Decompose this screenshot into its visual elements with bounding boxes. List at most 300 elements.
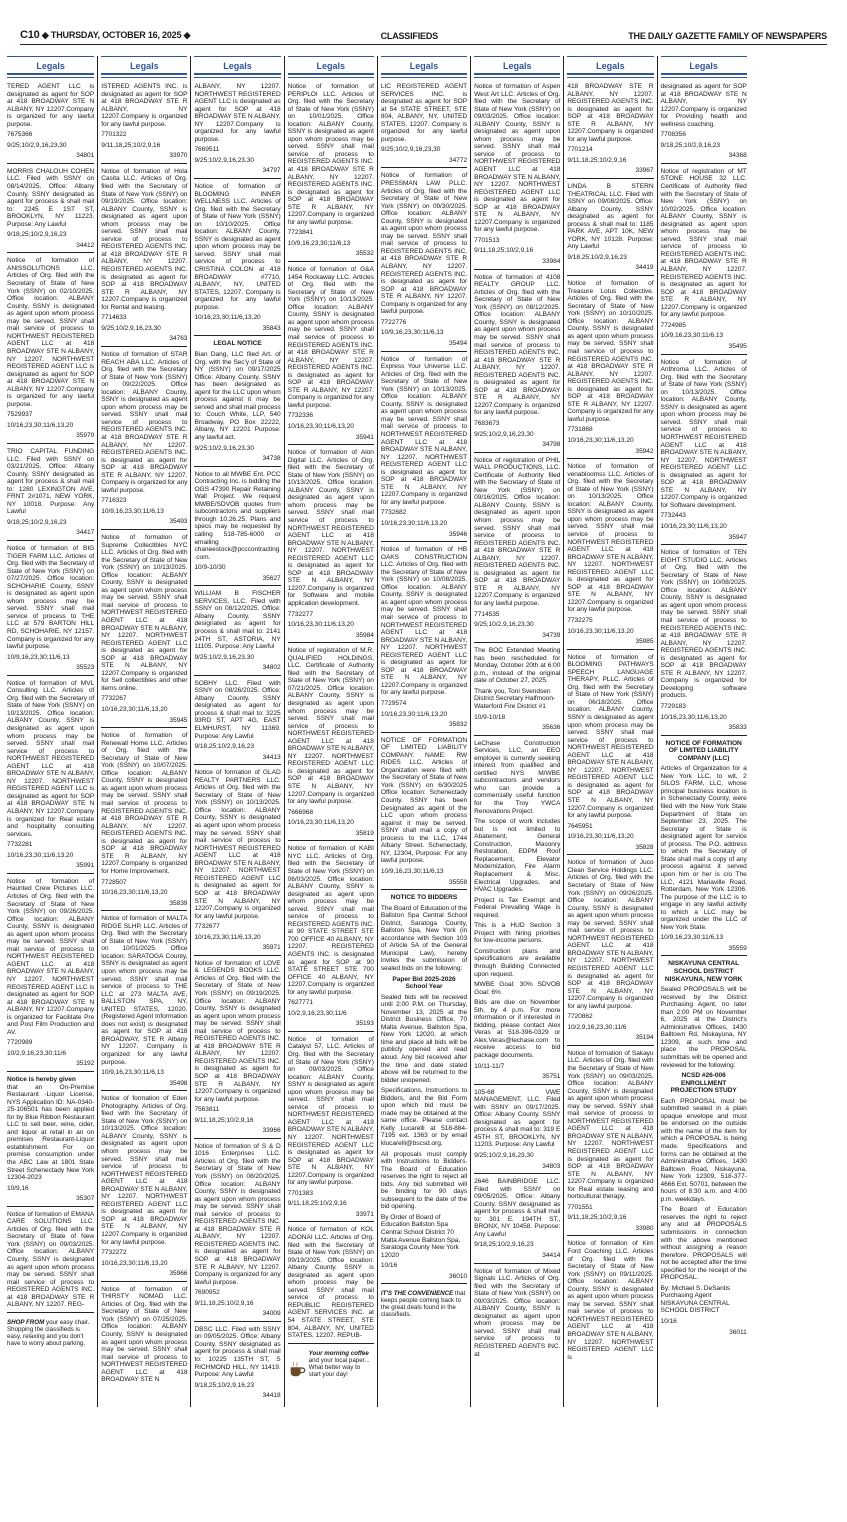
notice-text: The scope of work includes but is not limited to Abatement, General Construction, Masonry Restoration, EDPM Roof Replacement, Elevator Modernization, Fire Alarm Replacement & Misc. Electrical Upgrades, and HVAC Upgrades. [474, 818, 561, 894]
notice-ad-number: 35966 [169, 1270, 188, 1278]
notice-heading: LEGAL NOTICE [213, 340, 262, 348]
legal-notice [194, 340, 280, 466]
notice-ad-number: 35558 [449, 878, 468, 886]
notice-reference: 10/9,16,23,30;11/6,13 [660, 934, 724, 942]
page-number: C10 [20, 29, 40, 41]
header-rule [194, 73, 280, 78]
notice-reference: 7728507 [101, 878, 127, 886]
legal-notice [567, 654, 653, 856]
notice-reference: 10/16,23,30;11/6,13,20 [7, 851, 74, 859]
notice-reference: 9/11,18,25;10/2,9,16 [287, 1200, 347, 1208]
notice-ad-number: 35495 [728, 342, 747, 350]
legals-column [4, 56, 97, 1407]
ad-lead: Your morning coffee [308, 1349, 369, 1357]
column-header [661, 56, 747, 78]
legal-notice [567, 1050, 653, 1237]
notice-ad-number: 35828 [635, 843, 654, 851]
notice-ad-number: 33967 [635, 167, 654, 175]
notice-reference: 10/9,16,23,30;11/6,13 [380, 867, 444, 875]
notice-heading: NOTICE OF FORMATION OF LIMITED LIABILITY COMPANY (LLC) [665, 739, 742, 762]
notice-reference: 7675366 [7, 131, 33, 139]
legal-notice [101, 732, 187, 911]
legal-notice [7, 448, 94, 541]
notice-reference: By: Michael S. DeSantis Purchasing Agent NISKAYUNA CENTRAL SCHOOL DISTRICT [660, 1284, 731, 1315]
header-rule [7, 73, 94, 78]
notice-reference: 7708356 [660, 131, 686, 139]
legal-notice [567, 463, 653, 650]
notice-ad-number: 34801 [76, 152, 95, 160]
legal-notice [7, 168, 94, 253]
legal-notice [474, 1089, 560, 1174]
legal-notice [567, 183, 653, 276]
legal-notice [661, 359, 747, 546]
notice-reference: 7714535 [474, 610, 500, 618]
header-rule [288, 73, 374, 78]
legal-notice [661, 740, 747, 957]
notice-reference: 7732336 [287, 412, 313, 420]
notice-reference: 7669511 [194, 146, 220, 154]
notice-text: LIC REGISTERED AGENT SERVICES INC. is designated as agent for SOP at 54 STATE STREET, STE 804, ALBANY, NY, UNITED STATES, 12207. Company is organized for any lawful purpose. [380, 83, 468, 143]
notice-text: Notice of formation of Sakayu LLC. Articles of Org. filed with the Secretary of State of New York (SSNY) on 09/03/2025. Office location: ALBANY County, SSNY is designated as agent upon whom process may be served. SSNY shall mail service of process to NORTHWEST REGISTERED AGENT LLC at 418 BROADWAY STE N ALBANY, NY 12207. NORTHWEST REGISTERED AGENT LLC is designated as agent for SOP at 418 BROADWAY STE N ALBANY, NY 12207.Company is organized for Real estate leasing and horticultural therapy. [567, 1049, 654, 1201]
notice-ad-number: 34412 [76, 241, 95, 249]
column-header [101, 56, 187, 78]
notice-text: Articles of Organization for a New York LLC, to wit, 2 SILOS FARM, LLC, whose principal business location is in Schenectady County, were filed with the New York State Department of State on September 23, 2025. The Secretary of State is designated agent for service of process. The P.O. address to which the Secretary of State shall mail a copy of any process against it served upon him or her is c/o The LLC, 4121 Mariaville Road, Rotterdam, New York 12306. The purpose of the LLC is to engage in any lawful activity to which a LLC may be organized under the LLC of New York State. [660, 765, 747, 931]
notice-ad-number: 35193 [355, 1020, 374, 1028]
notice-text: Specifications, Instructions to Bidders, and the Bid Form upon which bid must be made may be obtained at the same office. Please contact Kelly Lucarelli at 518-884-7195 ext. 1363 or by email klucarelli@bscsd.org. [380, 1087, 468, 1147]
legal-notice [194, 769, 280, 956]
notice-reference: 10/16,23,30;11/6,13,20 [380, 710, 448, 718]
notice-reference: 9/11,18,25;10/2,9,16 [567, 1214, 627, 1222]
notice-text: that an On-Premise Restaurant -Liquor License, NYS Application ID: NA-0340-25-106501 has been applied for by Blue Ribbon Restaurant LLC to sell beer, wine, cider, and liquor at retail in an on premises Restaurant-Liquor establishment. For on premise consumption under the ABC Law at 1801 State Street Schenectady New York 12304-2023 [7, 1083, 95, 1182]
notice-heading: NCSD #26-006 ENROLLMENT PROJECTION STUDY [670, 1072, 737, 1095]
legal-notice [474, 457, 560, 644]
notice-ad-number: 35971 [262, 944, 281, 952]
section-title: CLASSIFIEDS [380, 31, 438, 41]
notice-heading: NISKAYUNA CENTRAL SCHOOL DISTRICT NISKAYUNA, NEW YORK [664, 960, 743, 983]
notice-text: Notice of formation of PERIPLOI LLC. Articles of Org. filed with the Secretary of State of New York (SSNY) on 10/01/2025. Office location: ALBANY County, SSNY is designated as agent upon whom process may be served. SSNY shall mail service of process to REGISTERED AGENTS INC. at 418 BROADWAY STE R ALBANY, NY 12207. REGISTERED AGENTS INC. is designated as agent for SOP at 418 BROADWAY STE R ALBANY, NY 12207.Company is organized for any lawful purpose. [287, 83, 374, 226]
notice-reference: 7732281 [7, 841, 33, 849]
legal-notice [288, 845, 374, 1032]
legal-notice [661, 960, 747, 1339]
notice-ad-number: 35498 [169, 1079, 188, 1087]
notice-reference: 9/11,18,25;10/2,9,16 [474, 247, 534, 255]
notice-reference: 10/16,23,30;11/6,13,20 [660, 522, 727, 530]
legal-notice [7, 545, 94, 676]
notice-reference: 7666968 [287, 808, 313, 816]
legal-notice [661, 83, 747, 164]
column-header [381, 56, 467, 78]
notice-reference: 7714633 [101, 314, 127, 322]
notice-text: Notice of formation of Haunted Crew Pictures LLC. Articles of Org. filed with the Secretary of State of New York (SSNY) on 09/26/2025. Office location: ALBANY County, SSNY is designated as agent upon whom process may be served. SSNY shall mail service of process to NORTHWEST REGISTERED AGENT LLC at 418 BROADWAY STE N ALBANY, NY 12207. NORTHWEST REGISTERED AGENT LLC is designated as agent for SOP at 418 BROADWAY STE N ALBANY, NY 12207.Company is organized for Facilitate Pre and Post Film Production and AV. [7, 877, 95, 1036]
legal-notice [7, 680, 94, 874]
notice-text: Notice to all MWBE Ent. PCC Contracting Inc. is bidding the OGS 47390 Repair Retaining Wall Project. We request MWBE/SDVOB quotes from subcontractors and suppliers through 10.26.25. Plans and specs may be requested by calling 518-785-6000 or emailing chaneestock@pcccontracting.com. [194, 470, 281, 561]
notice-reference: 7731868 [567, 426, 593, 434]
notice-ad-number: 34802 [262, 664, 281, 672]
legal-notice [101, 168, 187, 347]
notice-ad-number: 34413 [262, 753, 281, 761]
notice-text: Notice of formation of Express Your Universe LLC. Articles of Org. filed with the Secretary of State of New York (SSNY) on 10/13/2025. Office location: ALBANY County, SSNY is designated as agent upon whom process may be served. SSNY shall mail service of process to NORTHWEST REGISTERED AGENT LLC at 418 BROADWAY STE N ALBANY, NY 12207. NORTHWEST REGISTERED AGENT LLC is designated as agent for SOP at 418 BROADWAY STE N ALBANY, NY 12207.Company is organized for any lawful purpose. [380, 355, 468, 506]
notice-text: Sealed bids will be received until 2:00 P.M. on Thursday, November 13, 2025 at the District Business Office, 70 Malta Avenue, Ballston Spa, New York 12020, at which time and place all bids will be publicly opened and read aloud. Any bid received after the time and date stated above will be returned to the bidder unopened. [380, 993, 468, 1084]
legals-columns [4, 56, 843, 1407]
newspaper-name: THE DAILY GAZETTE FAMILY OF NEWSPAPERS [628, 31, 827, 41]
legal-notice [567, 1240, 653, 1364]
notice-text: Notice of formation of Kim Ford Coaching LLC. Articles of Org. filed with the Secretary of State of New York (SSNY) on 09/11/2025. Office location: ALBANY County, SSNY is designated as agent upon whom process may be served. SSNY shall mail service of process to NORTHWEST REGISTERED AGENT LLC at 418 BROADWAY STE N ALBANY, NY 12207. NORTHWEST REGISTERED AGENT LLC is [567, 1240, 654, 1361]
page-date-line [20, 29, 190, 41]
notice-ad-number: 35984 [355, 631, 374, 639]
notice-text: Notice of formation of Catalyst 57, LLC. Articles of Org. filed with the Secretary of State of New York (SSNY) on 09/03/2025. Office location: ALBANY County, SSNY is designated as agent upon whom process may be served. SSNY shall mail service of process to NORTHWEST REGISTERED AGENT LLC at 418 BROADWAY STE N ALBANY, NY 12207. NORTHWEST REGISTERED AGENT LLC is designated as agent for SOP at 418 BROADWAY STE N ALBANY, NY 12207.Company is organized for any lawful purpose. [287, 1035, 374, 1187]
column-title: Legals [223, 61, 252, 71]
notice-heading: Paper Bid 2025-2026 School Year [392, 975, 456, 991]
notice-reference: 7645951 [567, 822, 593, 830]
publication-date: ◆ THURSDAY, OCTOBER 16, 2025 ◆ [41, 30, 191, 40]
notice-reference: 7720862 [567, 1013, 593, 1021]
notice-ad-number: 34738 [262, 455, 281, 463]
notice-reference: 9/18,25;10/2,9,16,23 [7, 518, 67, 526]
column-header [7, 56, 94, 78]
notice-ad-number: 33970 [169, 152, 188, 160]
notice-reference: 9/25;10/2,9,16,23,30 [194, 156, 254, 164]
legals-column [657, 56, 750, 1407]
notice-reference: 10/16,23,30;11/6,13,20 [194, 314, 261, 322]
notice-text: Notice of formation of PRESSMAN LAW PLLC. Articles of Org. filed with the Secretary of State of New York (SSNY) on 09/30/2025. Office location: ALBANY County, SSNY is designated as agent upon whom process may be served. SSNY shall mail service of process to REGISTERED AGENTS INC. at 418 BROADWAY STE R ALBANY, NY 12207. REGISTERED AGENTS INC. is designated as agent for SOP at 418 BROADWAY STE R ALBANY, NY 12207. Company is organized for any lawful purpose. [380, 172, 468, 316]
notice-ad-number: 35985 [635, 638, 654, 646]
legal-notice [194, 680, 280, 765]
house-ad [7, 1317, 94, 1347]
notice-ad-number: 35636 [542, 724, 561, 732]
legal-notice [474, 647, 560, 735]
header-rule [474, 73, 560, 78]
legal-notice [567, 859, 653, 1046]
notice-text: WILLIAM B FISCHER SERVICES, LLC. Filed with SSNY on 08/12/2025. Office: Albany County. SSNY designated as agent for process & shall mail to: 2141 24TH ST, ASTORIA, NY 11105. Purpose: Any Lawful [194, 590, 281, 651]
ad-text [309, 1350, 374, 1378]
notice-text: Notice of formation of ANISSOLUTIONS LLC. Articles of Org. filed with the Secretary of State of New York (SSNY) on 02/10/2025. Office location: ALBANY County, SSNY is designated as agent upon whom process may be served. SSNY shall mail service of process to NORTHWEST REGISTERED AGENT LLC at 418 BROADWAY STE N ALBANY, NY 12207. NORTHWEST REGISTERED AGENT LLC is designated as agent for SOP at 418 BROADWAY STE N ALBANY, NY 12207.Company is organized for any lawful purpose. [7, 257, 95, 408]
notice-reference: 10/16,23,30;11/6,13,20 [101, 706, 168, 714]
notice-reference: 7683673 [474, 419, 500, 427]
notice-ad-number: 34772 [449, 156, 468, 164]
legal-notice [474, 1268, 560, 1362]
notice-text: Notice of formation of venabloomss LLC. Articles of Org. filed with the Secretary of State of New York (SSNY) on 10/13/2025. Office location: ALBANY County, SSNY is designated as agent upon whom process may be served. SSNY shall mail service of process to NORTHWEST REGISTERED AGENT LLC at 418 BROADWAY STE N ALBANY, NY 12207. NORTHWEST REGISTERED AGENT LLC is designated as agent for SOP at 418 BROADWAY STE N ALBANY, NY 12207.Company is organized for any lawful purpose. [567, 463, 654, 614]
legal-notice [288, 647, 374, 841]
notice-reference: 10/9,16,23,30;11/6,13 [287, 239, 351, 247]
legal-notice [661, 549, 747, 736]
notice-reference: 7729183 [660, 703, 686, 711]
notice-reference: 10/9-10/18 [474, 713, 506, 721]
notice-text: Project is Tax Exempt and Federal Prevailing Wage is required. [474, 896, 561, 919]
notice-text: Notice of formation of LOVE & LEGENDS BOOKS LLC. Articles of Org. filed with the Secretary of State of New York (SSNY) on 09/19/2025. Office location: ALBANY County, SSNY is designated as agent upon whom process may be served. SSNY shall mail service of process to REGISTERED AGENTS INC. at 418 BROADWAY STE R ALBANY, NY 12207. REGISTERED AGENTS INC. is designated as agent for SOP at 418 BROADWAY STE R ALBANY, NY 12207.Company is organized for any lawful purpose. [194, 959, 281, 1103]
notice-ad-number: 34739 [542, 631, 561, 639]
notice-reference: 10/16,23,30;11/6,13,20 [287, 819, 354, 827]
notice-text: All proposals must comply with Instructions to Bidders. The Board of Education reserves the right to reject all bids. Any bid submitted will be binding for 90 days subsequent to the date of the bid opening. [380, 1150, 468, 1211]
legal-notice [288, 83, 374, 262]
notice-text: Notice of formation of THIRSTY NOMAD LLC. Articles of Org. filed with the Secretary of State of New York (SSNY) on 07/25/2025. Office location: ALBANY County, SSNY is designated as agent upon whom process may be served. SSNY shall mail service of process to NORTHWEST REGISTERED AGENT LLC at 418 BROADWAY STE N [101, 1285, 188, 1384]
legal-notice [381, 356, 467, 543]
legal-notice [194, 960, 280, 1139]
notice-ad-number: 34009 [262, 1310, 281, 1318]
ad-body: that keeps people coming back to the great deals found in the classifieds. [380, 1290, 466, 1319]
notice-reference: 7732277 [287, 610, 313, 618]
column-header [194, 56, 280, 78]
notice-ad-number: 35307 [76, 1195, 95, 1203]
legal-notice [288, 449, 374, 643]
notice-ad-number: 35843 [262, 324, 281, 332]
notice-text: Notice of formation of KOL ADONAI LLC. Articles of Org. filed with the Secretary of State of New York (SSNY) on 09/19/2025. Office location: Albany County. SSNY is designated as agent upon whom process may be served. SSNY shall mail service of process to REPUBLIC REGISTERED AGENT SERVICES INC. at 54 STATE STREET, STE 804, ALBANY, NY, UNITED STATES, 12207. REPUB- [287, 1226, 374, 1340]
notice-text: Notice of formation of Supreme Collectibles NYC LLC. Articles of Org. filed with the Secretary of State of New York (SSNY) on 10/13/2025. Office location: ALBANY County, SSNY is designated as agent upon whom process may be served. SSNY shall mail service of process to NORTHWEST REGISTERED AGENT LLC at 418 BROADWAY STE N ALBANY, NY 12207. NORTHWEST REGISTERED AGENT LLC is designated as agent for SOP at 418 BROADWAY STE N ALBANY, NY 12207.Company is organized for Sell collectibles and other items online. [101, 533, 188, 692]
notice-reference: 10/16,23,30;11/6,13,20 [194, 933, 261, 941]
notice-ad-number: 35192 [76, 1060, 95, 1068]
notice-text: DBSC LLC. Filed with SSNY on 09/05/2025. Office: Albany County. SSNY designated as agent for process & shall mail to: 10225 135TH ST, S RICHMOND HILL, NY 11419. Purpose: Any Lawful [194, 1325, 281, 1379]
legal-notice [101, 1286, 187, 1387]
notice-reference: 9/18,25;10/2,9,16,23 [567, 253, 627, 261]
notice-text: MWBE Goal: 30% SDVOB Goal: 6% [474, 981, 561, 996]
notice-text: Notice of formation of GLAD REALTY PARTNERS LLC. Articles of Org. filed with the Secretary of State of New York (SSNY) on 10/13/2025. Office location: ALBANY County, SSNY is designated as agent upon whom process may be served. SSNY shall mail service of process to NORTHWEST REGISTERED AGENT LLC at 418 BROADWAY STE N ALBANY, NY 12207. NORTHWEST REGISTERED AGENT LLC is designated as agent for SOP at 418 BROADWAY STE N ALBANY, NY 12207.Company is organized for any lawful purpose. [194, 769, 281, 920]
notice-text: Notice of formation of BLOOMING PATHWAYS SPEECH LANGUAGE THERAPY, PLLC. Articles of Org. filed with the Secretary of State of New York (SSNY) on 06/18/2025. Office location: ALBANY County, SSNY is designated as agent upon whom process may be served. SSNY shall mail service of process to NORTHWEST REGISTERED AGENT LLC at 418 BROADWAY STE N ALBANY, NY 12207. NORTHWEST REGISTERED AGENT LLC is designated as agent for SOP at 418 BROADWAY STE N ALBANY, NY 12207.Company is organized for any lawful purpose. [567, 653, 654, 820]
legal-notice [7, 257, 94, 444]
legal-notice [288, 1226, 374, 1343]
legal-notice [7, 83, 94, 164]
notice-reference: 9/18,25;10/2,9,16,23 [194, 743, 254, 751]
column-header [474, 56, 560, 78]
notice-reference: 7701383 [287, 1189, 313, 1197]
notice-reference: 10/16,23,30;11/6,13,20 [567, 627, 634, 635]
column-title: Legals [596, 61, 625, 71]
notice-ad-number: 33966 [262, 1127, 281, 1135]
notice-reference: 7701214 [567, 146, 593, 154]
column-title: Legals [502, 61, 532, 71]
notice-text: Each PROPOSAL must be submitted sealed in a plain opaque envelope and must be endorsed on the outside with the name of the item for which a PROPOSAL is being made. Specifications and forms can be obtained at the Administrative Offices, 1430 Balltown Road, Niskayuna, New York 12309, 518-377-4666 Ext. 50701, between the hours of 8:30 a.m. and 4:00 p.m. weekdays. [660, 1097, 747, 1203]
legal-notice [7, 1211, 94, 1313]
notice-reference: 10/9,16,23,30;11/6,13 [660, 332, 724, 340]
legal-notice [474, 274, 560, 453]
notice-reference: 10/16,23,30;11/6,13,20 [101, 889, 168, 897]
notice-text: Notice of formation of MVL Consulting LLC. Articles of Org. filed with the Secretary of State of New York (SSNY) on 10/13/2025. Office location: ALBANY County, SSNY is designated as agent upon whom process may be served. SSNY shall mail service of process to NORTHWEST REGISTERED AGENT LLC at 418 BROADWAY STE N ALBANY, NY 12207. NORTHWEST REGISTERED AGENT LLC is designated as agent for SOP at 418 BROADWAY STE N ALBANY, NY 12207.Company is organized for Real estate and hospitality consulting services. [7, 679, 95, 838]
notice-text: Notice of formation of G&A 1454 Rockaway LLC. Articles of Org. filed with the Secretary of State of New York (SSNY) on 10/13/2025. Office location: ALBANY County, SSNY is designated as agent upon whom process may be served. SSNY shall mail service of process to REGISTERED AGENTS INC. at 418 BROADWAY STE R ALBANY, NY 12207. REGISTERED AGENTS INC. is designated as agent for SOP at 418 BROADWAY STE R ALBANY, NY 12207. Company is organized for any lawful purpose. [287, 266, 374, 409]
notice-text: This is a HUD Section 3 Project with hiring priorities for low-income persons. [474, 922, 561, 945]
notice-reference: 10/2,9,16,23,30;11/6 [567, 1023, 627, 1031]
notice-ad-number: 35627 [262, 574, 281, 582]
notice-reference: 7729574 [380, 700, 407, 708]
notice-text: ISTERED AGENTS INC. is designated as agent for SOP at 418 BROADWAY STE R ALBANY, NY 12207.Company is organized for any lawful purpose. [101, 83, 188, 128]
legal-notice [567, 280, 653, 459]
notice-reference: 7732677 [194, 923, 220, 931]
notice-reference: 7732267 [101, 695, 127, 703]
notice-reference: 9/18,25;10/2,9,16,23 [194, 1381, 254, 1389]
notice-reference: 7723841 [287, 229, 313, 237]
header-rule [101, 73, 187, 78]
notice-text: designated as agent for SOP at 418 BROADWAY STE N ALBANY, NY 12207.Company is organized for Providing health and wellness coaching. [660, 83, 747, 128]
notice-ad-number: 35523 [76, 664, 95, 672]
notice-ad-number: 35194 [635, 1034, 654, 1042]
notice-reference: 7724985 [660, 321, 686, 329]
notice-text: Notice of formation of Alon Digital LLC. Articles of Org. filed with the Secretary of State of New York (SSNY) on 10/13/2025. Office location: ALBANY County, SSNY is designated as agent upon whom process may be served. SSNY shall mail service of process to NORTHWEST REGISTERED AGENT LLC at 418 BROADWAY STE N ALBANY, NY 12207. NORTHWEST REGISTERED AGENT LLC is designated as agent for SOP at 418 BROADWAY STE N ALBANY, NY 12207.Company is organized for Software and mobile application development. [287, 449, 374, 607]
ad-lead: IT'S THE CONVENIENCE [380, 1290, 454, 1298]
notice-text: Notice of formation of TEN EIGHT STUDIO LLC. Articles of Org. filed with the Secretary of State of New York (SSNY) on 10/08/2025. Office location: ALBANY County, SSNY is designated as agent upon whom process may be served. SSNY shall mail service of process to REGISTERED AGENTS INC. at 418 BROADWAY STE R ALBANY, NY 12207. REGISTERED AGENTS INC. is designated as agent for SOP at 418 BROADWAY STE R ALBANY, NY 12207. Company is organized for Developing software products. [660, 549, 747, 700]
legal-notice [381, 83, 467, 168]
notice-ad-number: 35970 [76, 432, 95, 440]
notice-reference: 9/25;10/2,9,16,23,30 [474, 430, 534, 438]
notice-ad-number: 34368 [728, 152, 747, 160]
notice-reference: 10/2,9,16,23,30;11/6 [7, 1049, 67, 1057]
notice-text: LINDA B STERN THEATRICAL LLC. Filed with SSNY on 09/08/2025. Office: Albany County. SSNY designated as agent for process & shall mail to: 1185 PARK AVE, APT 10K, NEW YORK, NY 10128. Purpose: Any Lawful [567, 183, 654, 251]
legals-column [284, 56, 377, 1407]
notice-text: LeChase Construction Services, LLC, an EEO employer is currently seeking interest from qualified and certified NYS M/WBE subcontractors and vendors who can provide a commercially useful function for the Troy YWCA Renovations Project. [474, 739, 561, 815]
column-title: Legals [36, 61, 65, 71]
notice-reference: 7701551 [567, 1203, 593, 1211]
notice-ad-number: 34763 [169, 335, 188, 343]
header-rule [381, 73, 467, 78]
notice-text: Notice of formation of Aspen West Art LLC. Articles of Org. filed with the Secretary of State of New York (SSNY) on 09/03/2025. Office location: ALBANY County, SSNY is designated as agent upon whom process may be served. SSNY shall mail service of process to NORTHWEST REGISTERED AGENT LLC at 418 BROADWAY STE N ALBANY, NY 12207. NORTHWEST REGISTERED AGENT LLC is designated as agent for SOP at 418 BROADWAY STE N ALBANY, NY 12207.Company is organized for any lawful purpose. [474, 83, 561, 234]
notice-ad-number: 35833 [728, 724, 747, 732]
notice-text: Bids are due on November 5th, by 4 p.m. For more information or if interested in bidding, please contact Alex Veras at 518-396-0329 or Alex.Veras@lechase.com to receive access to bid package documents. [474, 999, 561, 1059]
notice-text: Notice of formation of Renewall Home LLC. Articles of Org. filed with the Secretary of State of New York (SSNY) on 10/07/2025. Office location: ALBANY County, SSNY is designated as agent upon whom process may be served. SSNY shall mail service of process to REGISTERED AGENTS INC. at 418 BROADWAY STE R ALBANY, NY 12207. REGISTERED AGENTS INC. is designated as agent for SOP at 418 BROADWAY STE R ALBANY, NY 12207.Company is organized for Home Improvement. [101, 732, 188, 875]
notice-ad-number: 35494 [449, 339, 468, 347]
notice-text: ALBANY, NY 12207. NORTHWEST REGISTERED AGENT LLC is designated as agent for SOP at 418 BROADWAY STE N ALBANY, NY 12207.Company is organized for any lawful purpose. [194, 83, 281, 143]
notice-reference: 9/11,18,25;10/2,9,16 [194, 1299, 254, 1307]
notice-ad-number: 34798 [542, 441, 561, 449]
legal-notice [194, 83, 280, 179]
legals-column [97, 56, 190, 1407]
notice-text: Construction plans and specifications are available through Building Connected upon request. [474, 947, 561, 978]
notice-text: Notice of registration of PHIL WALL PRODUCTIONS, LLC. Certificate of Authority filed with the Secretary of State of New York (SSNY) on 09/16/2025. Office location: ALBANY County, SSNY is designated as agent upon whom process may be served. SSNY shall mail service of process to REGISTERED AGENTS INC. at 418 BROADWAY STE R ALBANY, NY 12207. REGISTERED AGENTS INC. is designated as agent for SOP at 418 BROADWAY STE R ALBANY, NY 12207.Company is organized for any lawful purpose. [474, 456, 561, 607]
column-header [288, 56, 374, 78]
notice-ad-number: 35532 [355, 250, 374, 258]
house-ad [381, 1288, 467, 1318]
notice-reference: 10/16,23,30;11/6,13,20 [287, 422, 354, 430]
notice-ad-number: 35559 [728, 944, 747, 952]
notice-text: 418 BROADWAY STE R ALBANY, NY 12207. REGISTERED AGENTS INC. is designated as agent for SOP at 418 BROADWAY STE R ALBANY, NY 12207.Company is organized for any lawful purpose. [567, 83, 654, 143]
notice-reference: 7563811 [194, 1106, 220, 1114]
notice-ad-number: 35941 [355, 433, 374, 441]
ad-text [7, 1319, 94, 1347]
notice-reference: 10/9,16,23,30;11/6,13 [101, 1069, 164, 1077]
notice-text: Notice of formation of STAR REACH ABA LLC. Articles of Org. filed with the Secretary of State of New York (SSNY) on 09/22/2025. Office location: ALBANY County, SSNY is designated as agent upon whom process may be served. SSNY shall mail service of process to REGISTERED AGENTS INC. at 418 BROADWAY STE R ALBANY, NY 12207. REGISTERED AGENTS INC. is designated as agent for SOP at 418 BROADWAY STE R ALBANY, NY 12207. Company is organized for any lawful purpose. [101, 350, 188, 494]
legal-notice [101, 83, 187, 164]
legals-column [470, 56, 563, 1407]
notice-text: Bian Dang, LLC filed Art. of Org. with the Sec'y of State of NY (SSNY) on 09/17/2025 Office: Albany County. SSNY has been designated as agent for the LLC upon whom process against it may be served and shall mail process to: Couch White, LLP, 540 Broadway, PO Box 22222, Albany, NY 12201 Purpose: any lawful act. [194, 350, 281, 441]
notice-reference: 10/9,16 [7, 1184, 29, 1192]
notice-ad-number: 35946 [449, 530, 468, 538]
notice-reference: 10/9,16,23,30;11/6,13 [101, 507, 164, 515]
notice-text: Notice of formation of EMANA CARE SOLUTIONS LLC. Articles of Org. filed with the Secretary of State of New York (SSNY) on 09/03/2025. Office location: ALBANY County, SSNY is designated as agent upon whom process may be served. SSNY shall mail service of process to REGISTERED AGENTS INC. at 418 BROADWAY STE R ALBANY, NY 12207. REG- [7, 1210, 95, 1309]
notice-reference: 9/25;10/2,9,16,23,30 [474, 621, 534, 629]
notice-reference: 7732443 [660, 512, 686, 520]
header-rule [567, 73, 653, 78]
notice-reference: 7722776 [380, 318, 407, 326]
notice-reference: 9/25;10/2,9,16,23,30 [101, 324, 161, 332]
notice-reference: 10/16 [660, 1318, 677, 1326]
notice-text: Notice of formation of Eden Photography. Articles of Org. filed with the Secretary of State of New York (SSNY) on 10/13/2025. Office location: ALBANY County, SSNY is designated as agent upon whom process may be served. SSNY shall mail service of process to NORTHWEST REGISTERED AGENT LLC at 418 BROADWAY STE N ALBANY, NY 12207. NORTHWEST REGISTERED AGENT LLC is designated as agent for SOP at 418 BROADWAY STE N ALBANY, NY 12207.Company is organized for any lawful purpose. [101, 1095, 188, 1246]
legal-notice [7, 878, 94, 1072]
notice-ad-number: 34419 [635, 264, 654, 272]
legal-notice [194, 1143, 280, 1322]
notice-heading: NOTICE TO BIDDERS [390, 894, 458, 902]
notice-ad-number: 34417 [76, 529, 95, 537]
column-title: Legals [130, 61, 159, 71]
notice-reference: 9/11,18,25;10/2,9,16 [101, 141, 161, 149]
notice-reference: 7627771 [287, 999, 313, 1007]
notice-text: TERED AGENT LLC is designated as agent for SOP at 418 BROADWAY STE N ALBANY, NY 12207.Company is organized for any lawful purpose. [7, 83, 95, 128]
notice-reference: 9/18,25;10/2,9,16,23 [474, 1241, 534, 1249]
notice-ad-number: 33984 [542, 258, 561, 266]
notice-lead: Notice is hereby given [7, 1075, 76, 1083]
notice-text: Notice of formation of HB OAKS CONSTRUCTION LLC. Articles of Org. filed with the Secretary of State of New York (SSNY) on 10/08/2025. Office location: ALBANY County, SSNY is designated as agent upon whom process may be served. SSNY shall mail service of process to NORTHWEST REGISTERED AGENT LLC at 418 BROADWAY STE N ALBANY, NY 12207. NORTHWEST REGISTERED AGENT LLC is designated as agent for SOP at 418 BROADWAY STE N ALBANY, NY 12207.Company is organized for any lawful purpose. [380, 546, 468, 697]
notice-ad-number: 33980 [635, 1224, 654, 1232]
notice-ad-number: 36011 [729, 1328, 747, 1336]
notice-reference: 9/25;10/2,9,16,23,30 [194, 653, 254, 661]
notice-text: Notice of formation of Treasure Lotus Collective. Articles of Org. filed with the Secretary of State of New York (SSNY) on 10/10/2025. Office location: ALBANY County, SSNY is designated as agent upon whom process may be served. SSNY shall mail service of process to REGISTERED AGENTS INC. at 418 BROADWAY STE R ALBANY, NY 12207. REGISTERED AGENTS INC. is designated as agent for SOP at 418 BROADWAY STE R ALBANY, NY 12207. Company is organized for any lawful purpose. [567, 280, 654, 423]
notice-text: The Board of Education of the Ballston Spa Central School District, Saratoga County, Ballston Spa, New York (in accordance with Section 103 of Article 5A of the General Municipal Law), hereby invites the submission of sealed bids on the following: [380, 904, 468, 972]
notice-ad-number: 35947 [728, 533, 747, 541]
notice-reference: 7529937 [7, 411, 33, 419]
notice-reference: 7732272 [101, 1249, 127, 1257]
legal-notice [194, 1326, 280, 1403]
legal-notice [194, 471, 280, 587]
notice-ad-number: 34414 [542, 1252, 561, 1260]
notice-ad-number: 35832 [449, 721, 468, 729]
notice-reference: 10/16,23,30;11/6,13,20 [380, 519, 448, 527]
legal-notice [661, 168, 747, 355]
notice-ad-number: 35942 [635, 447, 654, 455]
legals-column [190, 56, 283, 1407]
legal-notice [288, 1036, 374, 1223]
notice-reference: 9/11,18,25;10/2,9,16 [567, 156, 627, 164]
notice-text: TRIO CAPITAL FUNDING LLC. Filed with SSNY on 03/21/2025. Office: Albany County. SSNY designated as agent for process & shall mail to: 1280 LEXINGTON AVE, FRNT 2#1071, NEW YORK, NY 10018. Purpose: Any Lawful [7, 447, 95, 516]
notice-reference: 7701322 [101, 131, 127, 139]
legal-notice [194, 590, 280, 675]
notice-reference: 9/25;10/2,9,16,23,30 [7, 141, 67, 149]
notice-ad-number: 34803 [542, 1162, 561, 1170]
notice-ad-number: 34797 [262, 167, 281, 175]
legal-notice [381, 546, 467, 733]
legals-column [563, 56, 656, 1407]
column-header [567, 56, 653, 78]
notice-ad-number: 33971 [355, 1210, 374, 1218]
notice-text: Notice of formation of S & D 1016 Enterprises LLC. Articles of Org. filed with the Secretary of State of New York (SSNY) on 08/20/2025. Office location: ALBANY County, SSNY is designated as agent upon whom process may be served. SSNY shall mail service of process to REGISTERED AGENTS INC. at 418 BROADWAY STE R ALBANY, NY 12207. REGISTERED AGENTS INC. is designated as agent for SOP at 418 BROADWAY STE R ALBANY, NY 12207. Company is organized for any lawful purpose. [194, 1142, 281, 1286]
notice-reference: 9/18,25;10/2,9,16,23 [660, 141, 721, 149]
notice-reference: 9/18,25;10/2,9,16,23 [7, 231, 67, 239]
notice-reference: Thank you, Toni Svendsen District Secretary Halfmoon-Waterford Fire District #1 [474, 687, 556, 711]
notice-text: 2646 BAINBRIDGE LLC. Filed with SSNY on 09/05/2025. Office: Albany County. SSNY designated as agent for process & shall mail to: 301 E. 194TH ST., BRONX, NY 10458. Purpose: Any Lawful [474, 1178, 561, 1238]
ad-body: and your local paper... What better way to start your day! [308, 1356, 370, 1378]
notice-reference: 10/16,23,30;11/6,13,20 [7, 421, 74, 429]
notice-text: Notice of formation of Juco Clean Service Holdings LLC. Articles of Org. filed with the Secretary of State of New York (SSNY) on 09/26/2025. Office location: ALBANY County, SSNY is designated as agent upon whom process may be served. SSNY shall mail service of process to NORTHWEST REGISTERED AGENT LLC at 418 BROADWAY STE N ALBANY, NY 12207. NORTHWEST REGISTERED AGENT LLC is designated as agent for SOP at 418 BROADWAY STE N ALBANY, NY 12207.Company is organized for any lawful purpose. [567, 859, 654, 1010]
legal-notice [101, 1095, 187, 1282]
notice-reference: By Order of Board of Education Ballston Spa Central School District 70 Malta Avenue Ballston Spa, Saratoga County New York 12020 [380, 1213, 461, 1259]
notice-text: Notice of formation of Hola Casita LLC. Articles of Org. filed with the Secretary of State of New York (SSNY) on 09/19/2025. Office location: ALBANY County, SSNY is designated as agent upon whom process may be served. SSNY shall mail service of process to REGISTERED AGENTS INC. at 418 BROADWAY STE R ALBANY, NY 12207. REGISTERED AGENTS INC. is designated as agent for SOP at 418 BROADWAY STE R ALBANY, NY 12207.Company is organized for Rental and leasing. [101, 167, 188, 311]
notice-ad-number: 35751 [542, 1073, 561, 1081]
legal-notice [101, 534, 187, 728]
notice-reference: 10/16 [380, 1262, 398, 1270]
notice-reference: 7690952 [194, 1289, 220, 1297]
notice-reference: 10/16,23,30;11/6,13,20 [101, 1259, 168, 1267]
notice-ad-number: 35839 [169, 899, 188, 907]
legal-notice [567, 83, 653, 179]
notice-reference: 7701513 [474, 236, 500, 244]
notice-ad-number: 34418 [262, 1392, 281, 1400]
notice-reference: 10/11-11/7 [474, 1062, 505, 1070]
notice-ad-number: 35819 [355, 829, 374, 837]
notice-reference: 10/16,23,30;11/6,13,20 [287, 621, 354, 629]
legal-notice [194, 183, 280, 336]
ad-lead: SHOP FROM [7, 1318, 45, 1326]
legal-notice [101, 351, 187, 530]
notice-ad-number: 35991 [76, 862, 95, 870]
notice-text: Notice of formation of 4108 REALTY GROUP LLC. Articles of Org. filed with the Secretary of State of New York (SSNY) on 08/12/2025. Office location: ALBANY County, SSNY is designated as agent upon whom process may be served. SSNY shall mail service of process to REGISTERED AGENTS INC. at 418 BROADWAY STE R ALBANY, NY 12207. REGISTERED AGENTS INC. is designated as agent for SOP at 418 BROADWAY STE R ALBANY, NY 12207.Company is organized for any lawful purpose. [474, 273, 561, 417]
notice-reference: 7720989 [7, 1039, 33, 1047]
house-ad [288, 1348, 374, 1378]
notice-text: Notice of registration of M.R. QUALIFIED HOLDINGS, LLC. Certificate of Authority filed with the Secretary of State of New York (SSNY) on 07/21/2025. Office location: ALBANY County, SSNY is designated as agent upon whom process may be served. SSNY shall mail service of process to NORTHWEST REGISTERED AGENT LLC at 418 BROADWAY STE N ALBANY, NY 12207. NORTHWEST REGISTERED AGENT LLC is designated as agent for SOP at 418 BROADWAY STE N ALBANY, NY 12207.Company is organized for any lawful purpose. [287, 647, 374, 806]
notice-reference: 9/11,18,25;10/2,9,16 [194, 1116, 254, 1124]
legal-notice [474, 1178, 560, 1263]
